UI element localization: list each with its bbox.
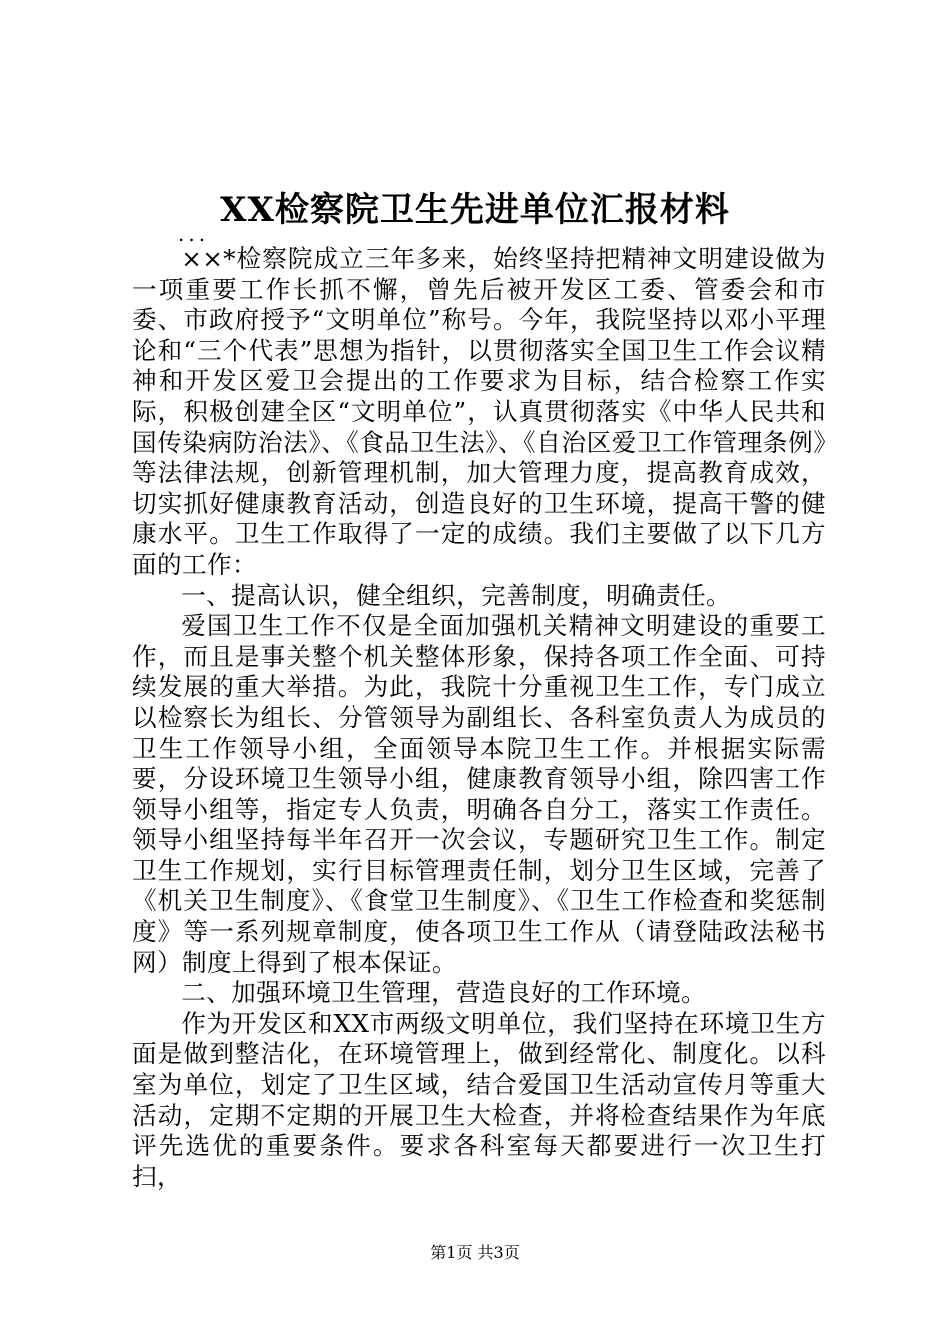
paragraph-intro: ××*检察院成立三年多来，始终坚持把精神文明建设做为一项重要工作长抓不懈，曾先后被开发区工委、管委会和市委、市政府授予“文明单位”称号。今年，我院坚持以邓小平理论和“三个代表”思想为指针，以贯彻落实全国卫生工作会议精神和开发区爱卫会提出的工作要求为目标，结合检察工作实际，积极创建全区“文明单位”，认真贯彻落实《中华人民共和国传染病防治法》、《食品卫生法》、《自治区爱卫工作管理条例》等法律法规，创新管理机制，加大管理力度，提高教育成效，切实抓好健康教育活动，创造良好的卫生环境，提高干警的健康水平。卫生工作取得了一定的成绩。我们主要做了以下几方面的工作： [132,244,826,579]
ellipsis-marker: ... [178,222,210,246]
section-heading-2: 二、加强环境卫生管理，营造良好的工作环境。 [181,978,707,1008]
section-heading-1: 一、提高认识，健全组织，完善制度，明确责任。 [181,580,732,610]
paragraph-section-2: 作为开发区和XX市两级文明单位，我们坚持在环境卫生方面是做到整洁化，在环境管理上，做到经常化、制度化。以科室为单位，划定了卫生区域，结合爱国卫生活动宣传月等重大活动，定期不定期的开展卫生大检查，并将检查结果作为年底评先选优的重要条件。要求各科室每天都要进行一次卫生打扫， [132,1008,826,1191]
document-title: XX检察院卫生先进单位汇报材料 [220,190,730,230]
document-body [132,244,826,1192]
page-footer: 第1页 共3页 [430,1243,520,1262]
paragraph-section-1: 爱国卫生工作不仅是全面加强机关精神文明建设的重要工作，而且是事关整个机关整体形象，保持各项工作全面、可持续发展的重大举措。为此，我院十分重视卫生工作，专门成立以检察长为组长、分管领导为副组长、各科室负责人为成员的卫生工作领导小组，全面领导本院卫生工作。并根据实际需要，分设环境卫生领导小组，健康教育领导小组，除四害工作领导小组等，指定专人负责，明确各自分工，落实工作责任。领导小组坚持每半年召开一次会议，专题研究卫生工作。制定卫生工作规划，实行目标管理责任制，划分卫生区域，完善了《机关卫生制度》、《食堂卫生制度》、《卫生工作检查和奖惩制度》等一系列规章制度，使各项卫生工作从（请登陆政法秘书网）制度上得到了根本保证。 [132,611,826,977]
